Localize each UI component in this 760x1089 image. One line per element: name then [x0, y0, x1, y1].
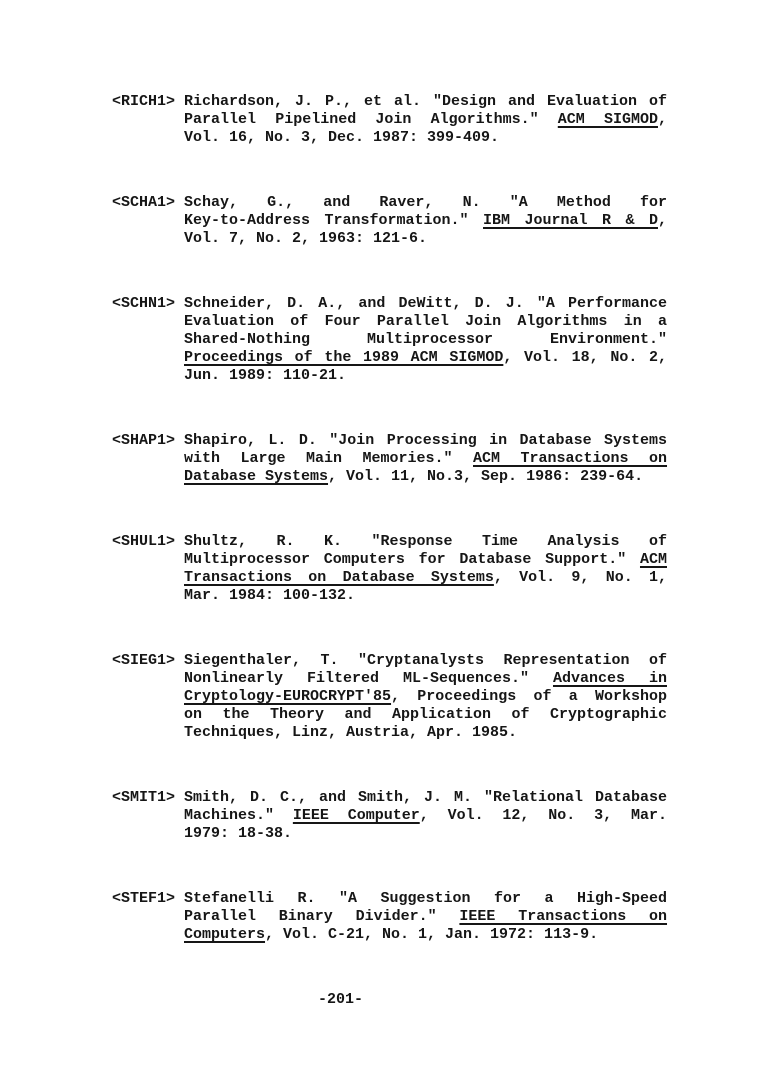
- reference-label: <SHAP1>: [112, 432, 176, 449]
- text-segment: Techniques, Linz, Austria, Apr. 1985.: [184, 724, 518, 741]
- reference-line: [184, 432, 667, 450]
- journal-title: Advances in: [552, 670, 667, 687]
- reference-text: [184, 652, 667, 742]
- text-segment: Multiprocessor Computers for Database Support.": [184, 551, 640, 568]
- text-segment: Jun. 1989: 110-21.: [184, 367, 347, 384]
- text-segment: ,: [657, 212, 667, 229]
- reference-line: [184, 331, 667, 349]
- text-segment: Nonlinearly Filtered ML-Sequences.": [184, 670, 553, 687]
- reference-entry: [112, 432, 760, 486]
- text-segment: with Large Main Memories.": [184, 450, 473, 467]
- page-number: -201-: [318, 991, 364, 1008]
- text-segment: , Vol. 11, No.3, Sep. 1986: 239-64.: [328, 468, 644, 485]
- journal-title: Proceedings of the 1989 ACM SIGMOD: [184, 349, 504, 366]
- reference-label: <SHUL1>: [112, 533, 176, 550]
- reference-label: <SCHN1>: [112, 295, 176, 312]
- text-segment: , Vol. 12, No. 3, Mar.: [419, 807, 667, 824]
- reference-line: [184, 450, 667, 468]
- journal-title: ACM SIGMOD: [557, 111, 658, 128]
- reference-line: [184, 908, 667, 926]
- reference-entry: [112, 93, 760, 147]
- text-segment: , Vol. 9, No. 1,: [493, 569, 667, 586]
- reference-line: [184, 569, 667, 587]
- text-segment: Siegenthaler, T. "Cryptanalysts Representation of: [184, 652, 667, 669]
- references-list: [112, 93, 760, 944]
- reference-line: [184, 349, 667, 367]
- text-segment: Key-to-Address Transformation.": [184, 212, 484, 229]
- reference-line: [184, 688, 667, 706]
- reference-text: [184, 194, 667, 248]
- text-segment: Schneider, D. A., and DeWitt, D. J. "A Performance: [184, 295, 667, 312]
- reference-text: [184, 789, 667, 843]
- journal-title: Computers: [184, 926, 266, 943]
- reference-label: <SCHA1>: [112, 194, 176, 211]
- reference-line: [184, 230, 667, 248]
- text-segment: Shapiro, L. D. "Join Processing in Database Systems: [184, 432, 667, 449]
- reference-line: [184, 313, 667, 331]
- reference-line: [184, 926, 667, 944]
- journal-title: ACM: [639, 551, 667, 568]
- reference-line: [184, 789, 667, 807]
- reference-line: [184, 129, 667, 147]
- reference-text: [184, 93, 667, 147]
- reference-entry: [112, 789, 760, 843]
- reference-line: [184, 890, 667, 908]
- reference-line: [184, 587, 667, 605]
- reference-label: <RICH1>: [112, 93, 176, 110]
- reference-label: <STEF1>: [112, 890, 176, 907]
- journal-title: Cryptology-EUROCRYPT'85: [184, 688, 392, 705]
- text-segment: Shultz, R. K. "Response Time Analysis of: [184, 533, 667, 550]
- reference-label: <SMIT1>: [112, 789, 176, 806]
- text-segment: ,: [657, 111, 667, 128]
- text-segment: , Vol. C-21, No. 1, Jan. 1972: 113-9.: [265, 926, 599, 943]
- reference-entry: [112, 652, 760, 742]
- text-segment: Mar. 1984: 100-132.: [184, 587, 356, 604]
- text-segment: Shared-Nothing Multiprocessor Environment.": [184, 331, 667, 348]
- reference-line: [184, 825, 667, 843]
- reference-line: [184, 93, 667, 111]
- reference-line: [184, 533, 667, 551]
- journal-title: Transactions on Database Systems: [184, 569, 494, 586]
- reference-line: [184, 111, 667, 129]
- reference-line: [184, 807, 667, 825]
- text-segment: Machines.": [184, 807, 293, 824]
- text-segment: Parallel Pipelined Join Algorithms.": [184, 111, 558, 128]
- reference-label: <SIEG1>: [112, 652, 176, 669]
- reference-line: [184, 706, 667, 724]
- reference-entry: [112, 295, 760, 385]
- text-segment: , Vol. 18, No. 2,: [503, 349, 667, 366]
- reference-text: [184, 432, 667, 486]
- text-segment: Vol. 16, No. 3, Dec. 1987: 399-409.: [184, 129, 500, 146]
- reference-entry: [112, 194, 760, 248]
- text-segment: 1979: 18-38.: [184, 825, 293, 842]
- reference-line: [184, 367, 667, 385]
- journal-title: IEEE Computer: [292, 807, 420, 824]
- journal-title: IEEE Transactions on: [459, 908, 668, 925]
- reference-line: [184, 468, 667, 486]
- reference-entry: [112, 533, 760, 605]
- text-segment: , Proceedings of a Workshop: [391, 688, 667, 705]
- text-segment: on the Theory and Application of Cryptographic: [184, 706, 667, 723]
- text-segment: Evaluation of Four Parallel Join Algorithms in a: [184, 313, 667, 330]
- reference-line: [184, 724, 667, 742]
- reference-text: [184, 533, 667, 605]
- reference-line: [184, 295, 667, 313]
- text-segment: Richardson, J. P., et al. "Design and Evaluation of: [184, 93, 667, 110]
- text-segment: Schay, G., and Raver, N. "A Method for: [184, 194, 667, 211]
- reference-line: [184, 652, 667, 670]
- text-segment: Parallel Binary Divider.": [184, 908, 460, 925]
- reference-line: [184, 212, 667, 230]
- reference-text: [184, 890, 667, 944]
- journal-title: IBM Journal R & D: [483, 212, 658, 229]
- reference-line: [184, 670, 667, 688]
- reference-line: [184, 194, 667, 212]
- text-segment: Stefanelli R. "A Suggestion for a High-Speed: [184, 890, 667, 907]
- text-segment: Smith, D. C., and Smith, J. M. "Relational Database: [184, 789, 667, 806]
- text-segment: Vol. 7, No. 2, 1963: 121-6.: [184, 230, 428, 247]
- journal-title: ACM Transactions on: [473, 450, 668, 467]
- reference-line: [184, 551, 667, 569]
- reference-text: [184, 295, 667, 385]
- reference-entry: [112, 890, 760, 944]
- journal-title: Database Systems: [184, 468, 329, 485]
